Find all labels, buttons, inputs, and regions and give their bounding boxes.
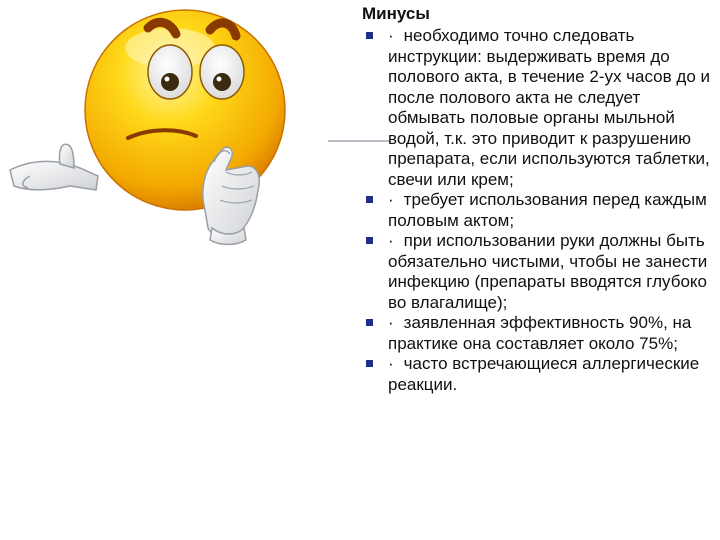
list-item <box>362 354 712 395</box>
bullet-square-icon <box>366 196 373 203</box>
list-item <box>362 313 712 354</box>
bullet-square-icon <box>366 319 373 326</box>
bullet-dot: · <box>388 313 394 332</box>
list-item-text: часто встречающиеся аллергические реакции. <box>388 354 700 394</box>
bullet-list <box>362 26 712 395</box>
list-item-text: заявленная эффективность 90%, на практике она составляет около 75%; <box>388 313 692 353</box>
list-item <box>362 26 712 190</box>
bullet-dot: · <box>388 231 394 250</box>
content-block <box>362 3 712 395</box>
bullet-square-icon <box>366 32 373 39</box>
left-glove-icon <box>10 144 98 190</box>
list-item <box>362 190 712 231</box>
bullet-dot: · <box>388 26 394 45</box>
list-item-text: требует использования перед каждым половым актом; <box>388 190 707 230</box>
bullet-square-icon <box>366 360 373 367</box>
list-item <box>362 231 712 313</box>
bullet-dot: · <box>388 190 394 209</box>
slide-heading: Минусы <box>362 4 430 23</box>
bullet-dot: · <box>388 354 394 373</box>
thinking-emoji-icon <box>0 0 340 260</box>
list-item-text: при использовании руки должны быть обязательно чистыми, чтобы не занести инфекцию (препараты вводятся глубоко во влагалище); <box>388 231 708 312</box>
list-item-text: необходимо точно следовать инструкции: выдерживать время до полового акта, в течение 2-ух часов до и после полового акта не следует обмывать половые органы мыльной водой, т.к. это приводит к разрушению препарата, если используются таблетки, свечи или крем; <box>388 26 710 189</box>
bullet-square-icon <box>366 237 373 244</box>
